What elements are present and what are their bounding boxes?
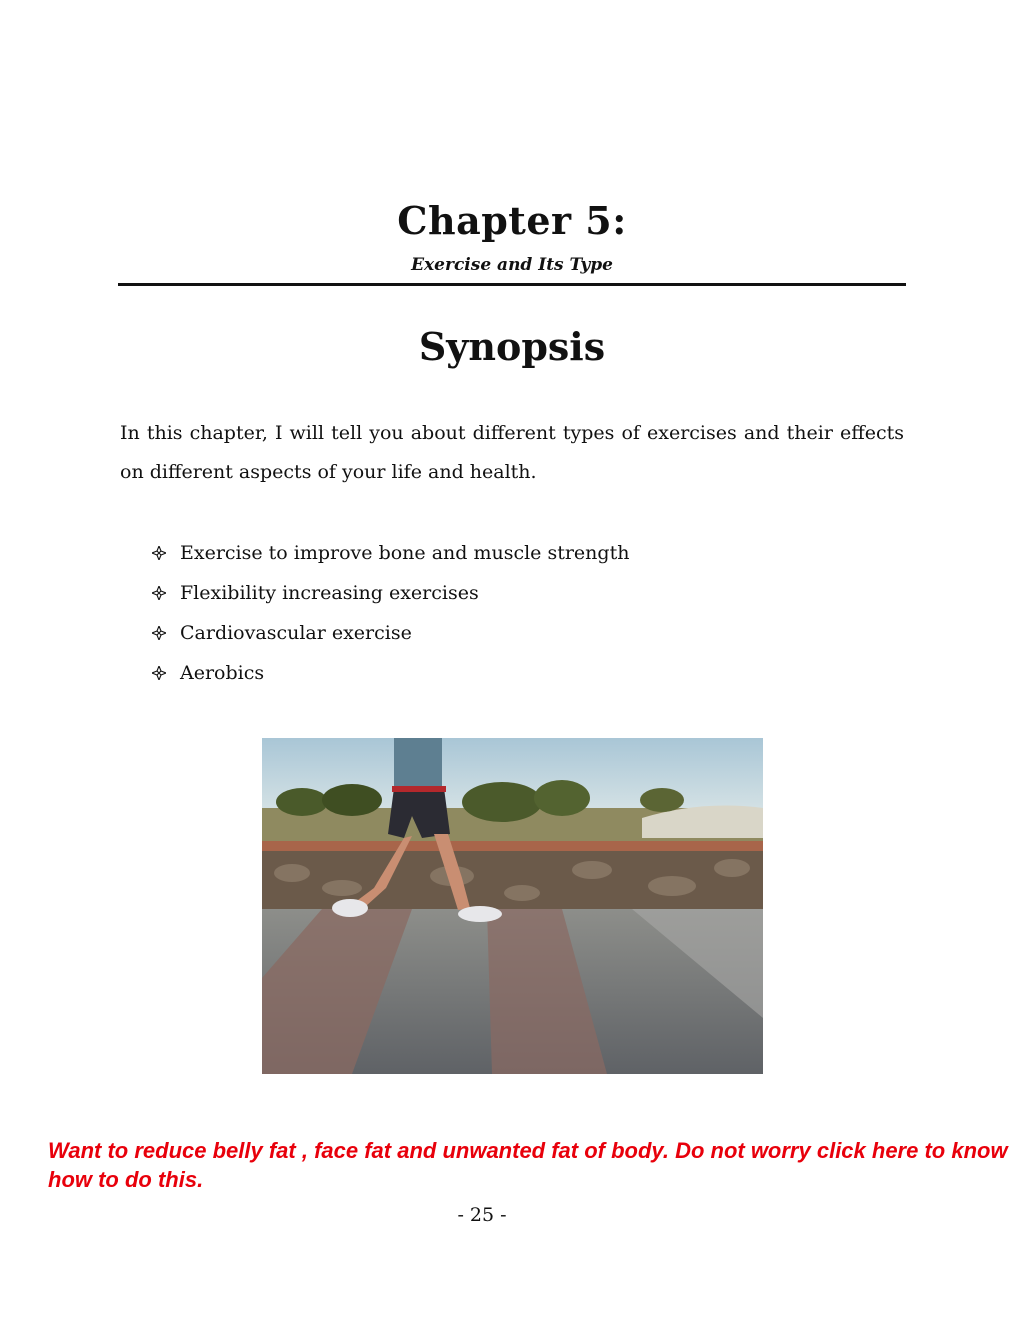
diamond-bullet-icon: [152, 586, 166, 600]
exercise-type-list: [152, 533, 629, 693]
promo-link[interactable]: Want to reduce belly fat , face fat and unwanted fat of body. Do not worry click here to know how to do this.: [48, 1138, 1008, 1192]
diamond-bullet-icon: [152, 666, 166, 680]
synopsis-intro: In this chapter, I will tell you about different types of exercises and their effects on different aspects of your life and health.: [120, 422, 904, 483]
list-item: [152, 573, 629, 613]
list-item: [152, 533, 629, 573]
chapter-subtitle: Exercise and Its Type: [411, 255, 613, 275]
list-item: [152, 613, 629, 653]
list-item: [152, 653, 629, 693]
list-item-label: Cardiovascular exercise: [180, 622, 412, 644]
page-number: - 25 -: [457, 1204, 507, 1226]
header-rule: [118, 283, 906, 286]
synopsis-heading: Synopsis: [418, 324, 606, 369]
runner-photo-illustration: [262, 738, 763, 1074]
list-item-label: Exercise to improve bone and muscle strength: [180, 542, 630, 564]
diamond-bullet-icon: [152, 626, 166, 640]
list-item-label: Flexibility increasing exercises: [180, 582, 479, 604]
chapter-title: Chapter 5:: [397, 198, 627, 243]
diamond-bullet-icon: [152, 546, 166, 560]
list-item-label: Aerobics: [180, 662, 265, 684]
runner-legs-photo: [262, 738, 763, 1074]
